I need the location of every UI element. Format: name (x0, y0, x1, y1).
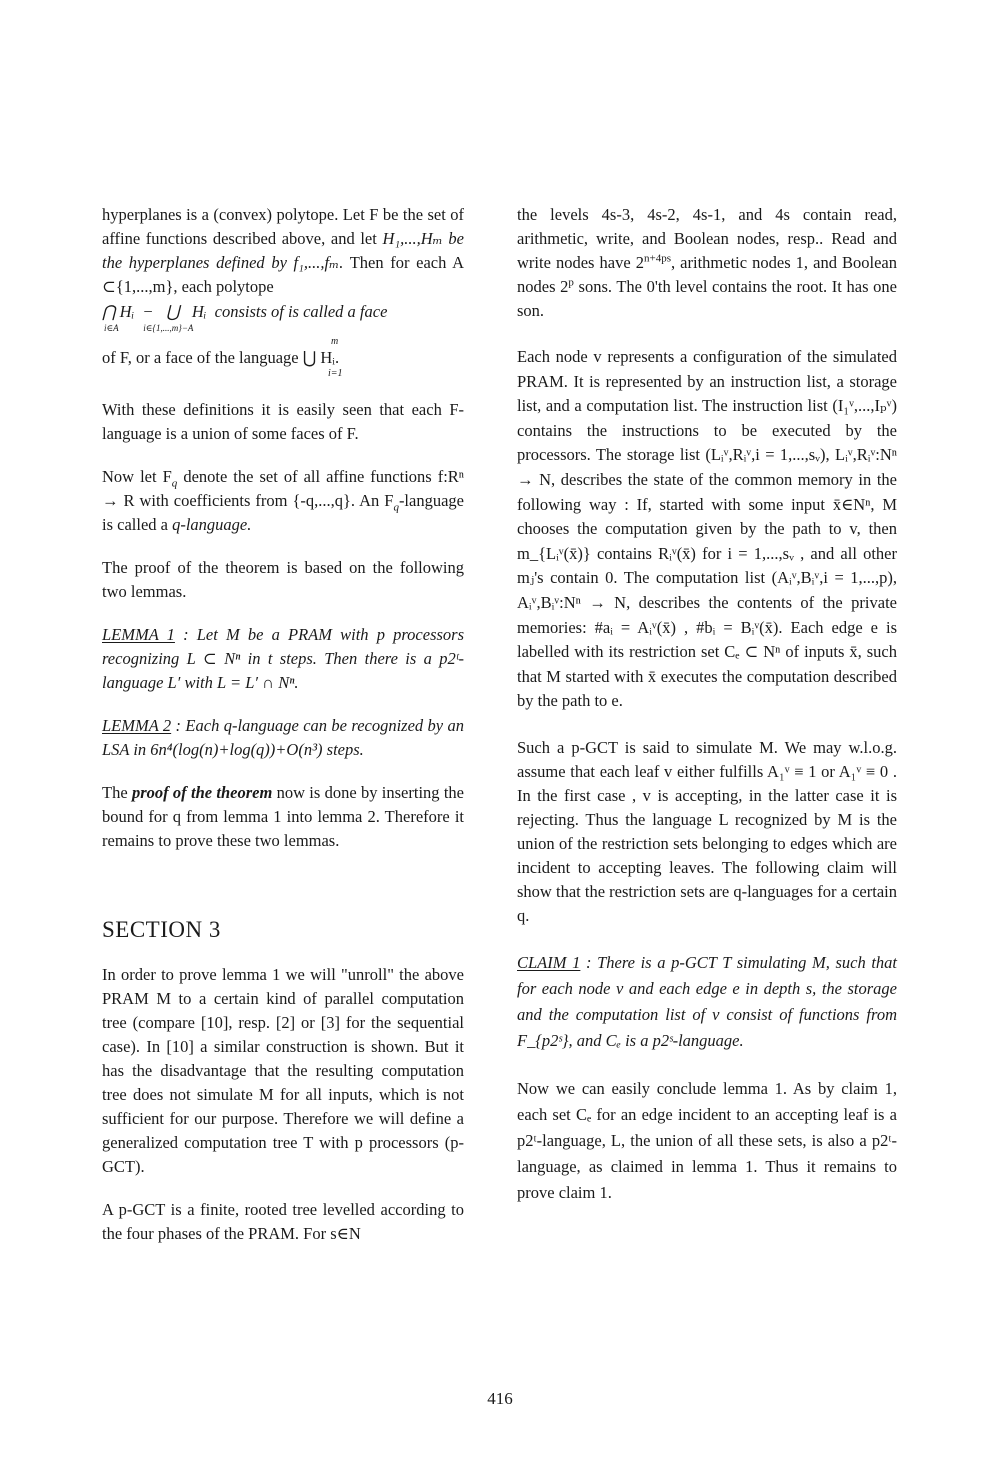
claim-1-label: CLAIM 1 (517, 952, 581, 972)
lemma-2-text: : Each q-language can be recognized by an LSA in 6n⁴(log(n)+log(q))+O(n³) steps. (102, 716, 465, 759)
paragraph-conclude: Now we can easily conclude lemma 1. As by claim 1, each set Cₑ for an edge incident to an accepting leaf is a p2ᵗ-language, L, the union of all these sets, is also a p2ᵗ-language, as claimed in lemma 1. Thus it remains to prove claim 1. (517, 1078, 897, 1202)
face-formula (102, 301, 464, 333)
text-span: denote the set of all affine functions f:Rⁿ → R with coefficients from {-q,...,q}. An F (102, 467, 464, 510)
paragraph-unroll: In order to prove lemma 1 we will "unroll" the above PRAM M to a certain kind of parallel computation tree (compare [10], resp. [2] or [3] for the sequential case). In [10] a similar construction is shown. But it has the disadvantage that the resulting computation tree does not simulate M for all inputs, which is not sufficient for our purpose. Therefore we will define a generalized computation tree T with p processors (p-GCT). (102, 965, 464, 1176)
text-span: now is done by inserting the bound for q from lemma 1 into lemma 2. Therefore it remains to prove these two lemmas. (102, 783, 464, 850)
page-number: 416 (487, 1389, 513, 1408)
text-span: hyperplanes is a (convex) polytope. Let F be the set of affine functions described above, and let (102, 205, 464, 248)
text-span: Then for each A ⊂{1,...,m}, each polytope (102, 253, 465, 296)
lemma-2-label: LEMMA 2 (102, 716, 172, 735)
claim-1 (517, 950, 897, 1054)
text-span: -language is called a (102, 491, 464, 534)
union-upper-limit: m (331, 336, 339, 347)
paragraph-simulate: Such a p-GCT is said to simulate M. We may w.l.o.g. assume that each leaf v either fulfills A₁ᵛ ≡ 1 or A₁ᵛ ≡ 0 . In the first case , v is accepting, in the latter case it is rejecting. Thus the language L recognized by M is the union of the restriction sets belonging to edges which are incident to accepting leaves. The following claim will show that the restriction sets are q-languages for a certain q. (517, 737, 897, 925)
right-column (517, 203, 897, 1206)
italic-term: q-language. (172, 515, 252, 534)
language-text: of F, or a face of the language ⋃ Hᵢ. (102, 348, 340, 367)
left-column (102, 203, 464, 1246)
paragraph-levels (517, 203, 897, 323)
emphasis: proof of the theorem (131, 783, 273, 802)
paragraph-proof-intro: The proof of the theorem is based on the following two lemmas. (102, 558, 464, 601)
paragraph-proof-theorem (102, 781, 464, 853)
lemma-1-label: LEMMA 1 (102, 625, 175, 644)
paragraph-node-config: Each node v represents a configuration of the simulated PRAM. It is represented by an instruction list, a storage list, and a computation list. The instruction list (I₁ᵛ,...,Iₚᵛ) contains the instructions to be executed by the processors. The storage list (Lᵢᵛ,Rᵢᵛ,i = 1,...,sᵥ), Lᵢᵛ,Rᵢᵛ:Nⁿ → N, describes the state of the common memory in the following way : If, started with some input x̄∈Nⁿ, M chooses the computation given by the path to v, then m_{Lᵢᵛ(x̄)} contains Rᵢᵛ(x̄) for i = 1,...,sᵥ , and all other mⱼ's contain 0. The computation list (Aᵢᵛ,Bᵢᵛ,i = 1,...,p), Aᵢᵛ,Bᵢᵛ:Nⁿ → N, describes the contents of the private memories: #aᵢ = Aᵢᵛ(x̄) , #bᵢ = Bᵢᵛ(x̄). Each edge e is labelled with its restriction set Cₑ ⊂ Nⁿ of inputs x̄, such that M started with x̄ executes the computation described by the path to e. (517, 347, 897, 711)
language-formula (102, 337, 464, 379)
text-span: the levels 4s-3, 4s-2, 4s-1, and 4s contain read, arithmetic, write, and Boolean nodes, resp.. Read and write nodes have 2 (517, 205, 897, 272)
lemma-1-text: : Let M be a PRAM with p processors recognizing L ⊂ Nⁿ in t steps. Then there is a p2ᵗ-language L′ with L = L′ ∩ Nⁿ. (102, 625, 464, 692)
lemma-2 (102, 714, 464, 762)
subscript: q (171, 477, 178, 490)
face-formula-sub: i∈A i∈{1,...,m}−A (104, 323, 194, 333)
text-span: , arithmetic nodes 1, and Boolean nodes 2 (517, 253, 897, 296)
superscript: p (568, 276, 574, 289)
section-heading: SECTION 3 (102, 917, 221, 942)
text-span: Now let F (102, 467, 172, 486)
paragraph-definitions: With these definitions it is easily seen that each F-language is a union of some faces of F. (102, 400, 464, 443)
superscript: n+4ps (644, 252, 671, 265)
math-span: H₁,...,Hₘ be the hyperplanes defined by f₁,...,fₘ. (102, 229, 465, 272)
paragraph-fq (102, 465, 464, 537)
text-span: sons. The 0'th level contains the root. It has one son. (517, 277, 897, 320)
lemma-1 (102, 623, 464, 695)
face-formula-main: ⋂ Hᵢ − ⋃ Hᵢ consists of is called a face (102, 302, 388, 321)
union-lower-limit: i=1 (328, 368, 343, 379)
claim-1-text: : There is a p-GCT T simulating M, such that for each node v and each edge e in depth s, the storage and the computation list of v consist of functions from F_{p2ˢ}, and Cₑ is a p2ˢ-language. (517, 952, 898, 1050)
paragraph-hyperplanes (102, 203, 464, 299)
paragraph-pgct: A p-GCT is a finite, rooted tree levelled according to the four phases of the PRAM. For s∈N (102, 1200, 464, 1243)
text-span: The (102, 783, 132, 802)
subscript: q (393, 501, 399, 514)
